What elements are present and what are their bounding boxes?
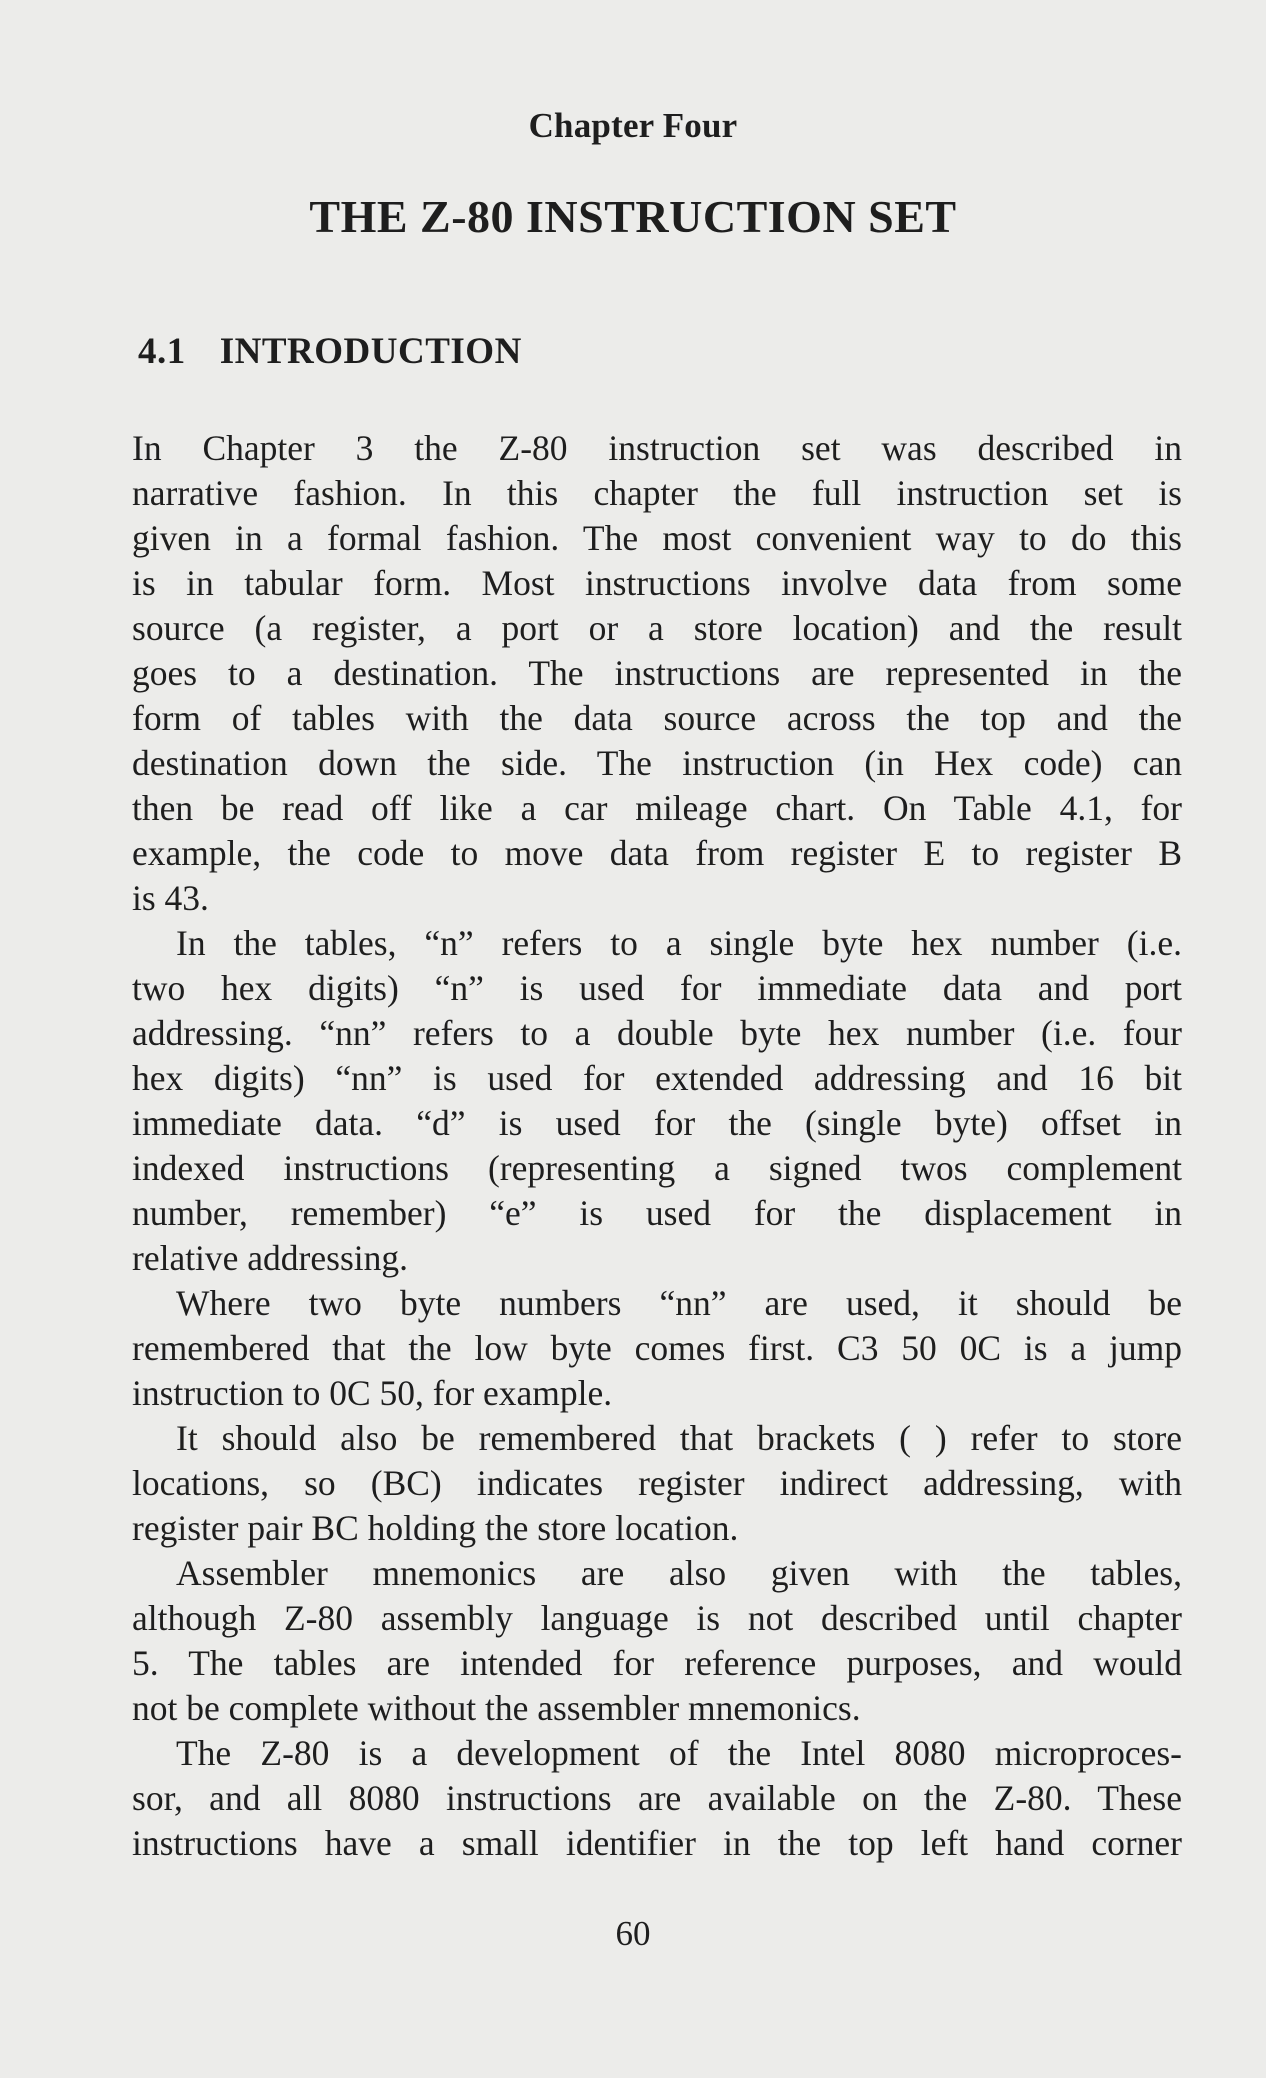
text-line: narrative fashion. In this chapter the full instruction set is (132, 473, 1182, 513)
body-text (132, 426, 1182, 1866)
text-line: register pair BC holding the store location. (132, 1508, 739, 1548)
page-number: 60 (615, 1914, 651, 1953)
text-line: destination down the side. The instruction (in Hex code) can (132, 743, 1182, 783)
text-line: is in tabular form. Most instructions involve data from some (132, 563, 1182, 603)
paragraph (132, 1416, 1182, 1551)
text-line: Assembler mnemonics are also given with the tables, (176, 1553, 1182, 1593)
text-line: given in a formal fashion. The most convenient way to do this (132, 518, 1182, 558)
text-line: locations, so (BC) indicates register indirect addressing, with (132, 1463, 1182, 1503)
section-number: 4.1 (138, 331, 186, 372)
text-line: number, remember) “e” is used for the displacement in (132, 1193, 1182, 1233)
text-line: although Z-80 assembly language is not described until chapter (132, 1598, 1182, 1638)
text-line: source (a register, a port or a store location) and the result (132, 608, 1182, 648)
text-line: relative addressing. (132, 1238, 409, 1278)
text-line: form of tables with the data source across the top and the (132, 698, 1182, 738)
text-line: The Z-80 is a development of the Intel 8080 microproces- (176, 1733, 1182, 1773)
chapter-label: Chapter Four (528, 106, 738, 145)
text-line: is 43. (132, 878, 209, 918)
text-line: In the tables, “n” refers to a single byte hex number (i.e. (176, 923, 1182, 963)
text-line: then be read off like a car mileage chart. On Table 4.1, for (132, 788, 1182, 828)
text-line: Where two byte numbers “nn” are used, it should be (176, 1283, 1182, 1323)
paragraph (132, 1551, 1182, 1731)
text-line: 5. The tables are intended for reference purposes, and would (132, 1643, 1182, 1683)
text-line: two hex digits) “n” is used for immediate data and port (132, 968, 1182, 1008)
chapter-title: THE Z-80 INSTRUCTION SET (309, 191, 957, 242)
paragraph (132, 426, 1182, 921)
text-line: instructions have a small identifier in the top left hand corner (132, 1823, 1182, 1863)
text-line: sor, and all 8080 instructions are available on the Z-80. These (132, 1778, 1182, 1818)
paragraph (132, 1281, 1182, 1416)
paragraph (132, 921, 1182, 1281)
text-line: not be complete without the assembler mnemonics. (132, 1688, 861, 1728)
text-line: example, the code to move data from register E to register B (132, 833, 1182, 873)
text-line: It should also be remembered that brackets ( ) refer to store (176, 1418, 1182, 1458)
text-line: goes to a destination. The instructions are represented in the (132, 653, 1182, 693)
text-line: instruction to 0C 50, for example. (132, 1373, 613, 1413)
text-line: immediate data. “d” is used for the (single byte) offset in (132, 1103, 1182, 1143)
text-line: remembered that the low byte comes first. C3 50 0C is a jump (132, 1328, 1182, 1368)
text-line: addressing. “nn” refers to a double byte hex number (i.e. four (132, 1013, 1182, 1053)
text-line: indexed instructions (representing a signed twos complement (132, 1148, 1182, 1188)
section-heading (138, 330, 522, 373)
section-title: INTRODUCTION (219, 331, 522, 372)
paragraph (132, 1731, 1182, 1866)
text-line: In Chapter 3 the Z-80 instruction set was described in (132, 428, 1182, 468)
text-line: hex digits) “nn” is used for extended addressing and 16 bit (132, 1058, 1182, 1098)
